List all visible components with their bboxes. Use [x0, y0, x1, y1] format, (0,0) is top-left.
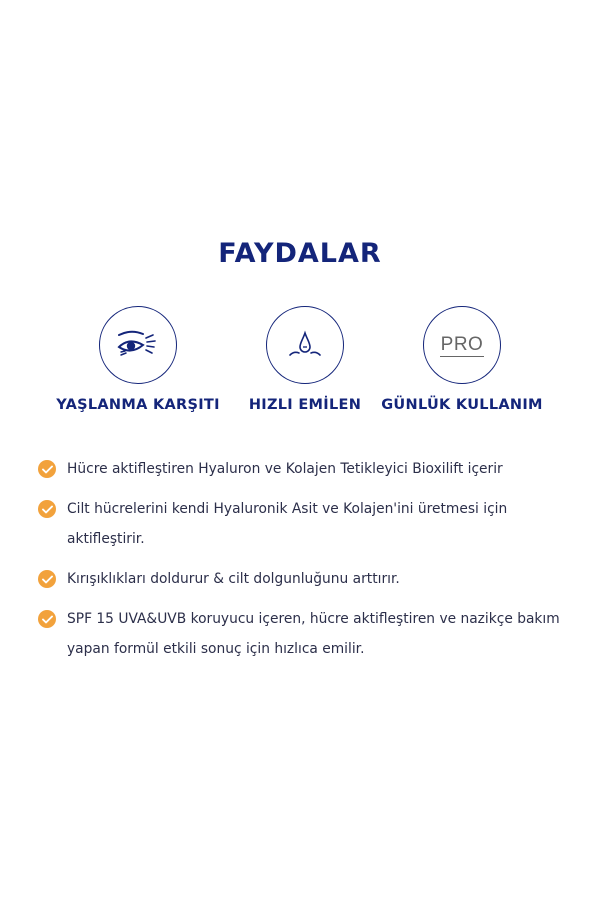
drop-icon	[266, 306, 344, 384]
benefit-list	[38, 454, 578, 674]
eye-icon	[99, 306, 177, 384]
list-item	[38, 604, 578, 664]
benefit-text: Hücre aktifleştiren Hyaluron ve Kolajen Tetikleyici Bioxilift içerir	[67, 461, 503, 477]
list-item	[38, 564, 578, 594]
feature-fast-absorb	[220, 306, 390, 413]
checkmark-icon	[38, 500, 56, 518]
pro-icon-text: PRO	[440, 333, 484, 355]
feature-label: HIZLI EMİLEN	[248, 397, 362, 413]
checkmark-icon	[38, 610, 56, 628]
benefit-text: SPF 15 UVA&UVB koruyucu içeren, hücre aktifleştiren ve nazikçe bakım yapan formül etkili sonuç için hızlıca emilir.	[67, 611, 560, 657]
checkmark-icon	[38, 570, 56, 588]
list-item	[38, 454, 578, 484]
pro-icon	[423, 306, 501, 384]
benefit-text: Cilt hücrelerini kendi Hyaluronik Asit ve Kolajen'ini üretmesi için aktifleştirir.	[67, 501, 508, 547]
checkmark-icon	[38, 460, 56, 478]
feature-label: GÜNLÜK KULLANIM	[381, 397, 543, 413]
feature-anti-aging	[53, 306, 223, 413]
benefit-text: Kırışıklıkları doldurur & cilt dolgunluğunu arttırır.	[67, 571, 400, 587]
page-title: FAYDALAR	[218, 238, 382, 269]
feature-daily-use	[377, 306, 547, 413]
list-item	[38, 494, 578, 554]
feature-label: YAŞLANMA KARŞITI	[56, 397, 220, 413]
